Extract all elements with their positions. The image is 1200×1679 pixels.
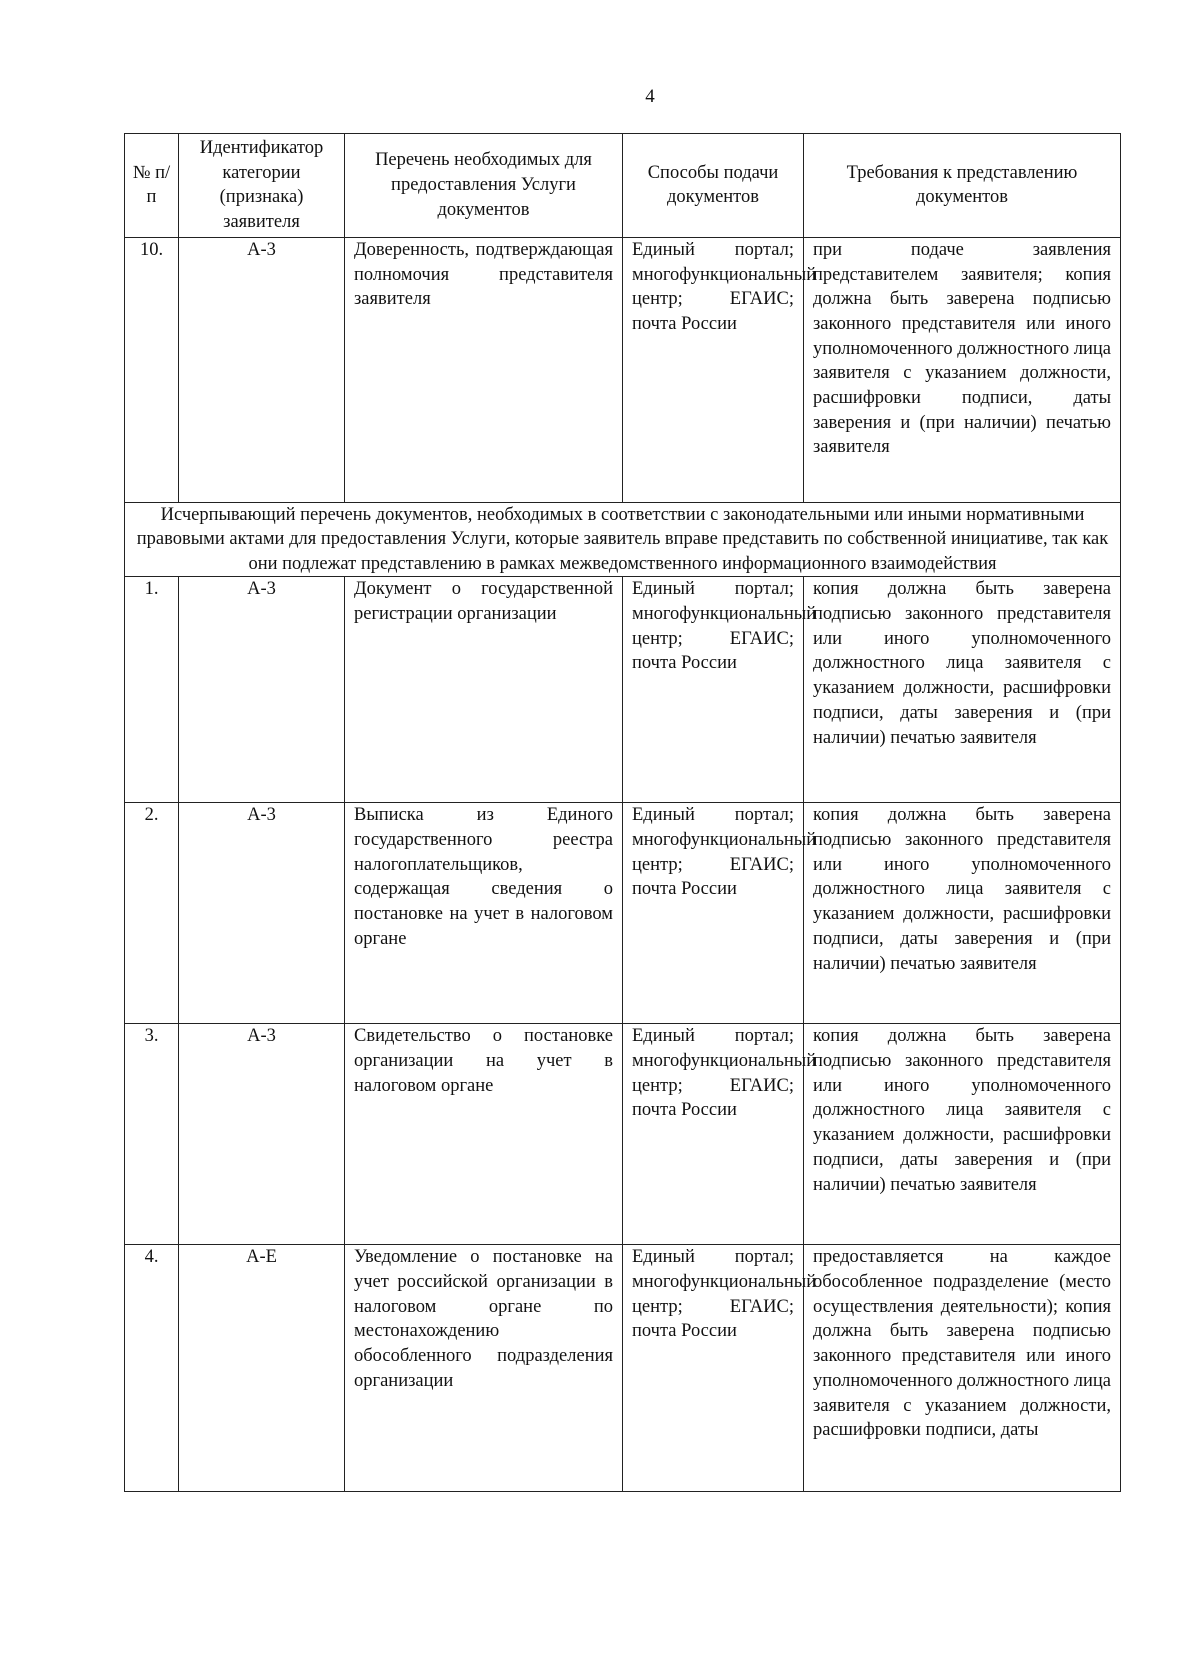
row-number: 3. [125,1024,179,1245]
row-number: 1. [125,577,179,803]
documents-table [124,133,1121,1492]
header-documents: Перечень необходимых для предоставления Услуги документов [345,134,623,238]
page-number: 4 [645,86,655,107]
row-requirements: при подаче заявления представителем заявителя; копия должна быть заверена подписью законного представителя или иного уполномоченного должностного лица заявителя с указанием должности, расшифровки подписи, даты заверения и (при наличии) печатью заявителя [804,237,1121,502]
row-requirements: предоставляется на каждое обособленное подразделение (место осуществления деятельности); копия должна быть заверена подписью законного представителя или иного уполномоченного должностного лица заявителя с указанием должности, расшифровки подписи, даты [804,1245,1121,1492]
row-document: Уведомление о постановке на учет российской организации в налоговом органе по местонахождению обособленного подразделения организации [345,1245,623,1492]
row-requirements: копия должна быть заверена подписью законного представителя или иного уполномоченного должностного лица заявителя с указанием должности, расшифровки подписи, даты заверения и (при наличии) печатью заявителя [804,1024,1121,1245]
row-category: А-3 [179,237,345,502]
table-row [125,1024,1121,1245]
table-row [125,237,1121,502]
row-document: Свидетельство о постановке организации на учет в налоговом органе [345,1024,623,1245]
row-category: А-3 [179,1024,345,1245]
row-category: А-3 [179,803,345,1024]
row-number: 10. [125,237,179,502]
table-row [125,803,1121,1024]
row-number: 2. [125,803,179,1024]
header-category: Идентификатор категории (признака) заявителя [179,134,345,238]
row-document: Выписка из Единого государственного реестра налогоплательщиков, содержащая сведения о постановке на учет в налоговом органе [345,803,623,1024]
row-number: 4. [125,1245,179,1492]
row-category: А-Е [179,1245,345,1492]
header-methods: Способы подачи документов [623,134,804,238]
header-num: № п/п [125,134,179,238]
row-document: Документ о государственной регистрации организации [345,577,623,803]
row-methods: Единый портал; многофункциональный центр; ЕГАИС; почта России [623,1245,804,1492]
row-document: Доверенность, подтверждающая полномочия представителя заявителя [345,237,623,502]
row-methods: Единый портал; многофункциональный центр; ЕГАИС; почта России [623,577,804,803]
section-row [125,502,1121,577]
row-methods: Единый портал; многофункциональный центр; ЕГАИС; почта России [623,803,804,1024]
table-row [125,1245,1121,1492]
table-header-row [125,134,1121,238]
row-requirements: копия должна быть заверена подписью законного представителя или иного уполномоченного должностного лица заявителя с указанием должности, расшифровки подписи, даты заверения и (при наличии) печатью заявителя [804,577,1121,803]
row-category: А-3 [179,577,345,803]
row-requirements: копия должна быть заверена подписью законного представителя или иного уполномоченного должностного лица заявителя с указанием должности, расшифровки подписи, даты заверения и (при наличии) печатью заявителя [804,803,1121,1024]
row-methods: Единый портал; многофункциональный центр; ЕГАИС; почта России [623,1024,804,1245]
row-methods: Единый портал; многофункциональный центр; ЕГАИС; почта России [623,237,804,502]
section-title: Исчерпывающий перечень документов, необходимых в соответствии с законодательными или иными нормативными правовыми актами для предоставления Услуги, которые заявитель вправе представить по собственной инициативе, так как они подлежат представлению в рамках межведомственного информационного взаимодействия [125,502,1121,577]
header-requirements: Требования к представлению документов [804,134,1121,238]
table-row [125,577,1121,803]
